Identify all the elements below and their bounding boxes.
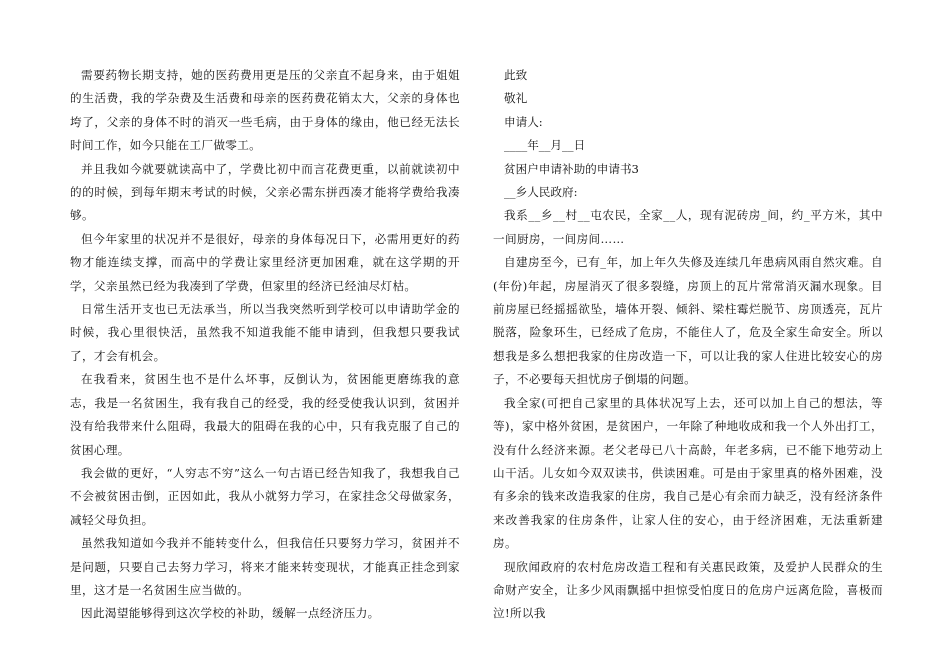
closing-salutation: 此致 — [504, 68, 528, 82]
right-paragraph-3: 我全家(可把自己家里的具体状况写上去，还可以加上自己的想法，等等)，家中格外贫困，是贫困户，一年除了种地收成和我一个人外出打工，没有什么经济来源。老父老母已八十高龄，年老多病，已不能下地劳动上山干活。儿女如今双双读书，供读困难。可是由于家里真的格外困难，没有多余的钱来改造我家的住房，我自己是心有余而力缺乏，没有经济条件来改善我家的住房条件，让家人住的安心，由于经济困难，无法重新建房。 — [493, 395, 883, 551]
closing-regards: 敬礼 — [504, 91, 528, 106]
left-paragraph-3: 但今年家里的状况并不是很好，母亲的身体每况日下，必需用更好的药物才能连续支撑，而高中的学费让家里经济更加困难，就在这学期的开学，父亲虽然已经为我凑到了学费，但家里的经济已经油尽灯枯。 — [70, 231, 460, 293]
right-column — [493, 64, 883, 626]
left-paragraph-1: 需要药物长期支持，她的医药费用更是压的父亲直不起身来，由于姐姐的生活费，我的学杂费及生活费和母亲的医药费花销太大，父亲的身体也垮了，父亲的身体不时的消灭一些毛病，由于身体的缘由，他已经无法长时间工作，如今只能在工厂做零工。 — [70, 68, 460, 153]
addressee: __乡人民政府: — [504, 185, 578, 200]
right-paragraph-1: 我系__乡__村__屯农民，全家__人，现有泥砖房_间，约_平方米，其中一间厨房，一间房间…… — [493, 208, 883, 246]
right-paragraph-4: 现欣闻政府的农村危房改造工程和有关惠民政策，及爱护人民群众的生命财产安全，让多少风雨飘摇中担惊受怕度日的危房户远离危险，喜极而泣!所以我 — [493, 559, 883, 621]
left-paragraph-2: 并且我如今就要就读高中了，学费比初中而言花费更重，以前就读初中的的时候，到每年期末考试的时候，父亲必需东拼西凑才能将学费给我凑够。 — [70, 161, 460, 223]
right-paragraph-2: 自建房至今，已有_年，加上年久失修及连续几年患病风雨自然灾难。自(年份)年起，房屋消灭了很多裂缝，房顶上的瓦片常常消灭漏水现象。目前房屋已经摇摇欲坠，墙体开裂、倾斜、梁柱霉烂脱节、房顶透亮，瓦片脱落，险象环生，已经成了危房，不能住人了，危及全家生命安全。所以想我是多么想把我家的住房改造一下，可以让我的家人住进比较安心的房子，不必要每天担忧房子倒塌的问题。 — [493, 255, 883, 387]
left-paragraph-4: 日常生活开支也已无法承当，所以当我突然听到学校可以申请助学金的时候，我心里很快活，虽然我不知道我能不能申请到，但我想只要我试了，才会有机会。 — [70, 302, 460, 363]
date-line: ____年__月__日 — [504, 138, 586, 153]
left-paragraph-7: 虽然我知道如今我并不能转变什么，但我信任只要努力学习，贫困并不是问题，只要自己去努力学习，将来才能来转变现状，才能真正挂念到家里，这才是一名贫困生应当做的。 — [70, 536, 460, 597]
left-paragraph-5: 在我看来，贫困生也不是什么坏事，反倒认为，贫困能更磨练我的意志，我是一名贫困生，我有我自己的经受，我的经受使我认识到，贫困并没有给我带来什么阻碍，我最大的阻碍在我的心中，只有我克服了自己的贫困心理。 — [70, 372, 460, 457]
applicant-label: 申请人: — [504, 114, 543, 129]
section-title: 贫困户申请补助的申请书3 — [504, 161, 639, 176]
left-column — [70, 64, 460, 626]
left-paragraph-6: 我会做的更好，“人穷志不穷”这么一句古语已经告知我了，我想我自己不会被贫困击倒，正因如此，我从小就努力学习，在家挂念父母做家务，减轻父母负担。 — [70, 465, 460, 527]
left-paragraph-8: 因此渴望能够得到这次学校的补助，缓解一点经济压力。 — [81, 606, 380, 621]
